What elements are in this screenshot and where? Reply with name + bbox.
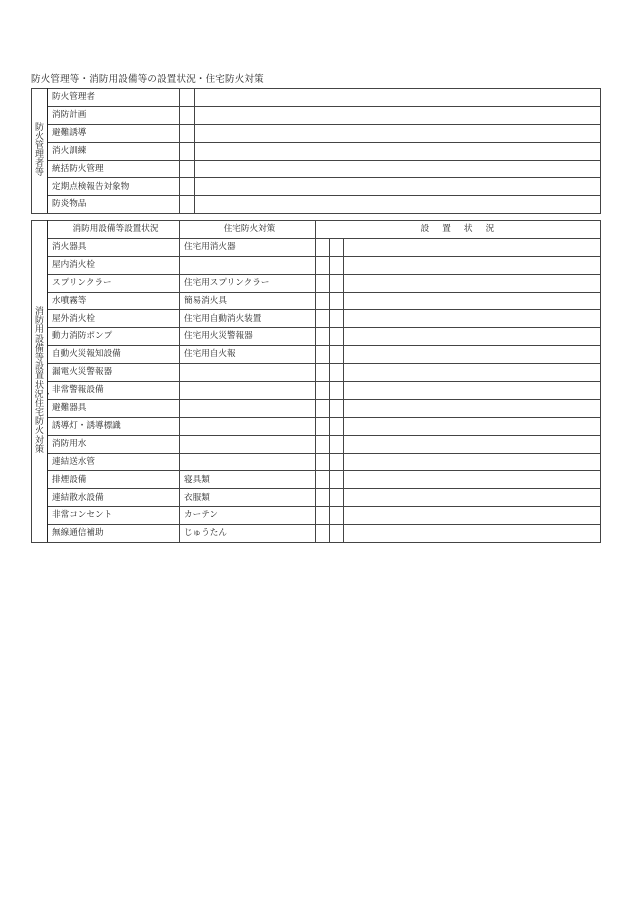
- table-row: [32, 106, 601, 124]
- equipment-label: 避難器具: [48, 399, 180, 417]
- table-row: [32, 525, 601, 543]
- page-title: 防火管理等・消防用設備等の設置状況・住宅防火対策: [31, 74, 264, 85]
- equipment-label: スプリンクラー: [48, 274, 180, 292]
- residential-label: [180, 417, 316, 435]
- equipment-label: 屋外消火栓: [48, 310, 180, 328]
- row-label: 避難誘導: [48, 124, 180, 142]
- equipment-label: 屋内消火栓: [48, 256, 180, 274]
- status-check-cell-a[interactable]: [316, 453, 330, 471]
- row-label: 防火管理者: [48, 89, 180, 107]
- row-label: 防炎物品: [48, 196, 180, 214]
- status-entry-cell[interactable]: [344, 525, 601, 543]
- row-label: 定期点検報告対象物: [48, 178, 180, 196]
- table-row: [32, 256, 601, 274]
- status-check-cell-a[interactable]: [316, 292, 330, 310]
- status-check-cell-a[interactable]: [316, 274, 330, 292]
- status-entry-cell[interactable]: [344, 238, 601, 256]
- residential-label: 住宅用消火器: [180, 238, 316, 256]
- check-cell[interactable]: [180, 106, 195, 124]
- residential-label: 簡易消火具: [180, 292, 316, 310]
- status-entry-cell[interactable]: [344, 256, 601, 274]
- status-check-cell-a[interactable]: [316, 328, 330, 346]
- table-row: [32, 453, 601, 471]
- residential-label: 衣服類: [180, 489, 316, 507]
- status-entry-cell[interactable]: [344, 274, 601, 292]
- table-row: [32, 364, 601, 382]
- status-check-cell-a[interactable]: [316, 417, 330, 435]
- entry-cell[interactable]: [195, 142, 601, 160]
- table-row: [32, 489, 601, 507]
- equipment-label: 消火器具: [48, 238, 180, 256]
- fire-management-table: [31, 88, 601, 214]
- equipment-status-table: [31, 220, 601, 543]
- status-check-cell-a[interactable]: [316, 346, 330, 364]
- equipment-label: 非常警報設備: [48, 382, 180, 400]
- status-check-cell-b[interactable]: [330, 238, 344, 256]
- status-check-cell-b[interactable]: [330, 382, 344, 400]
- table-header-row: [32, 221, 601, 239]
- residential-label: [180, 399, 316, 417]
- table-row: [32, 196, 601, 214]
- status-entry-cell[interactable]: [344, 417, 601, 435]
- residential-label: [180, 256, 316, 274]
- status-entry-cell[interactable]: [344, 435, 601, 453]
- check-cell[interactable]: [180, 196, 195, 214]
- equipment-label: 消防用水: [48, 435, 180, 453]
- status-check-cell-a[interactable]: [316, 310, 330, 328]
- table-row: [32, 435, 601, 453]
- equipment-label: 連結散水設備: [48, 489, 180, 507]
- status-check-cell-b[interactable]: [330, 417, 344, 435]
- entry-cell[interactable]: [195, 89, 601, 107]
- status-entry-cell[interactable]: [344, 399, 601, 417]
- status-check-cell-a[interactable]: [316, 435, 330, 453]
- status-check-cell-b[interactable]: [330, 525, 344, 543]
- table-row: [32, 471, 601, 489]
- status-check-cell-a[interactable]: [316, 399, 330, 417]
- column-header-residential: 住宅防火対策: [180, 221, 316, 239]
- entry-cell[interactable]: [195, 160, 601, 178]
- check-cell[interactable]: [180, 160, 195, 178]
- status-check-cell-b[interactable]: [330, 435, 344, 453]
- status-check-cell-a[interactable]: [316, 238, 330, 256]
- status-check-cell-a[interactable]: [316, 471, 330, 489]
- status-entry-cell[interactable]: [344, 507, 601, 525]
- equipment-label: 動力消防ポンプ: [48, 328, 180, 346]
- equipment-label: 水噴霧等: [48, 292, 180, 310]
- status-check-cell-b[interactable]: [330, 310, 344, 328]
- table-row: [32, 124, 601, 142]
- status-check-cell-b[interactable]: [330, 489, 344, 507]
- status-entry-cell[interactable]: [344, 292, 601, 310]
- entry-cell[interactable]: [195, 106, 601, 124]
- row-label: 消防計画: [48, 106, 180, 124]
- table-row: [32, 382, 601, 400]
- check-cell[interactable]: [180, 124, 195, 142]
- check-cell[interactable]: [180, 142, 195, 160]
- residential-label: カーテン: [180, 507, 316, 525]
- table-row: [32, 292, 601, 310]
- equipment-label: 無線通信補助: [48, 525, 180, 543]
- status-check-cell-b[interactable]: [330, 453, 344, 471]
- residential-label: [180, 382, 316, 400]
- status-check-cell-b[interactable]: [330, 507, 344, 525]
- table-row: [32, 310, 601, 328]
- residential-label: 寝具類: [180, 471, 316, 489]
- entry-cell[interactable]: [195, 124, 601, 142]
- status-check-cell-a[interactable]: [316, 489, 330, 507]
- table-row: [32, 328, 601, 346]
- residential-label: 住宅用自動消火装置: [180, 310, 316, 328]
- status-check-cell-a[interactable]: [316, 256, 330, 274]
- equipment-label: 自動火災報知設備: [48, 346, 180, 364]
- equipment-label: 連結送水管: [48, 453, 180, 471]
- status-check-cell-b[interactable]: [330, 399, 344, 417]
- column-header-status: 設 置 状 況: [316, 221, 601, 239]
- status-check-cell-b[interactable]: [330, 274, 344, 292]
- table-row: [32, 346, 601, 364]
- equipment-label: 排煙設備: [48, 471, 180, 489]
- status-entry-cell[interactable]: [344, 489, 601, 507]
- status-check-cell-a[interactable]: [316, 507, 330, 525]
- status-entry-cell[interactable]: [344, 453, 601, 471]
- status-check-cell-b[interactable]: [330, 256, 344, 274]
- status-entry-cell[interactable]: [344, 346, 601, 364]
- status-check-cell-a[interactable]: [316, 364, 330, 382]
- table-row: [32, 142, 601, 160]
- table-row: [32, 89, 601, 107]
- status-check-cell-b[interactable]: [330, 292, 344, 310]
- status-entry-cell[interactable]: [344, 364, 601, 382]
- table-row: [32, 238, 601, 256]
- entry-cell[interactable]: [195, 178, 601, 196]
- status-entry-cell[interactable]: [344, 382, 601, 400]
- residential-label: [180, 435, 316, 453]
- residential-label: 住宅用スプリンクラー: [180, 274, 316, 292]
- residential-label: じゅうたん: [180, 525, 316, 543]
- table-row: [32, 507, 601, 525]
- table-row: [32, 178, 601, 196]
- status-entry-cell[interactable]: [344, 328, 601, 346]
- section1-side-label: 防火管理者等: [32, 89, 48, 214]
- table-row: [32, 399, 601, 417]
- status-check-cell-b[interactable]: [330, 364, 344, 382]
- residential-label: 住宅用火災警報器: [180, 328, 316, 346]
- status-check-cell-a[interactable]: [316, 525, 330, 543]
- table-row: [32, 274, 601, 292]
- equipment-label: 非常コンセント: [48, 507, 180, 525]
- check-cell[interactable]: [180, 178, 195, 196]
- status-check-cell-b[interactable]: [330, 346, 344, 364]
- row-label: 消火訓練: [48, 142, 180, 160]
- status-check-cell-a[interactable]: [316, 382, 330, 400]
- status-entry-cell[interactable]: [344, 310, 601, 328]
- status-check-cell-b[interactable]: [330, 328, 344, 346]
- row-label: 統括防火管理: [48, 160, 180, 178]
- equipment-label: 漏電火災警報器: [48, 364, 180, 382]
- status-entry-cell[interactable]: [344, 471, 601, 489]
- check-cell[interactable]: [180, 89, 195, 107]
- status-check-cell-b[interactable]: [330, 471, 344, 489]
- residential-label: [180, 453, 316, 471]
- equipment-label: 誘導灯・誘導標識: [48, 417, 180, 435]
- residential-label: [180, 364, 316, 382]
- table-row: [32, 160, 601, 178]
- section2-side-label: 消防用設備等設置状況・住宅防火対策: [32, 221, 48, 543]
- table-row: [32, 417, 601, 435]
- column-header-equipment: 消防用設備等設置状況: [48, 221, 180, 239]
- entry-cell[interactable]: [195, 196, 601, 214]
- residential-label: 住宅用自火報: [180, 346, 316, 364]
